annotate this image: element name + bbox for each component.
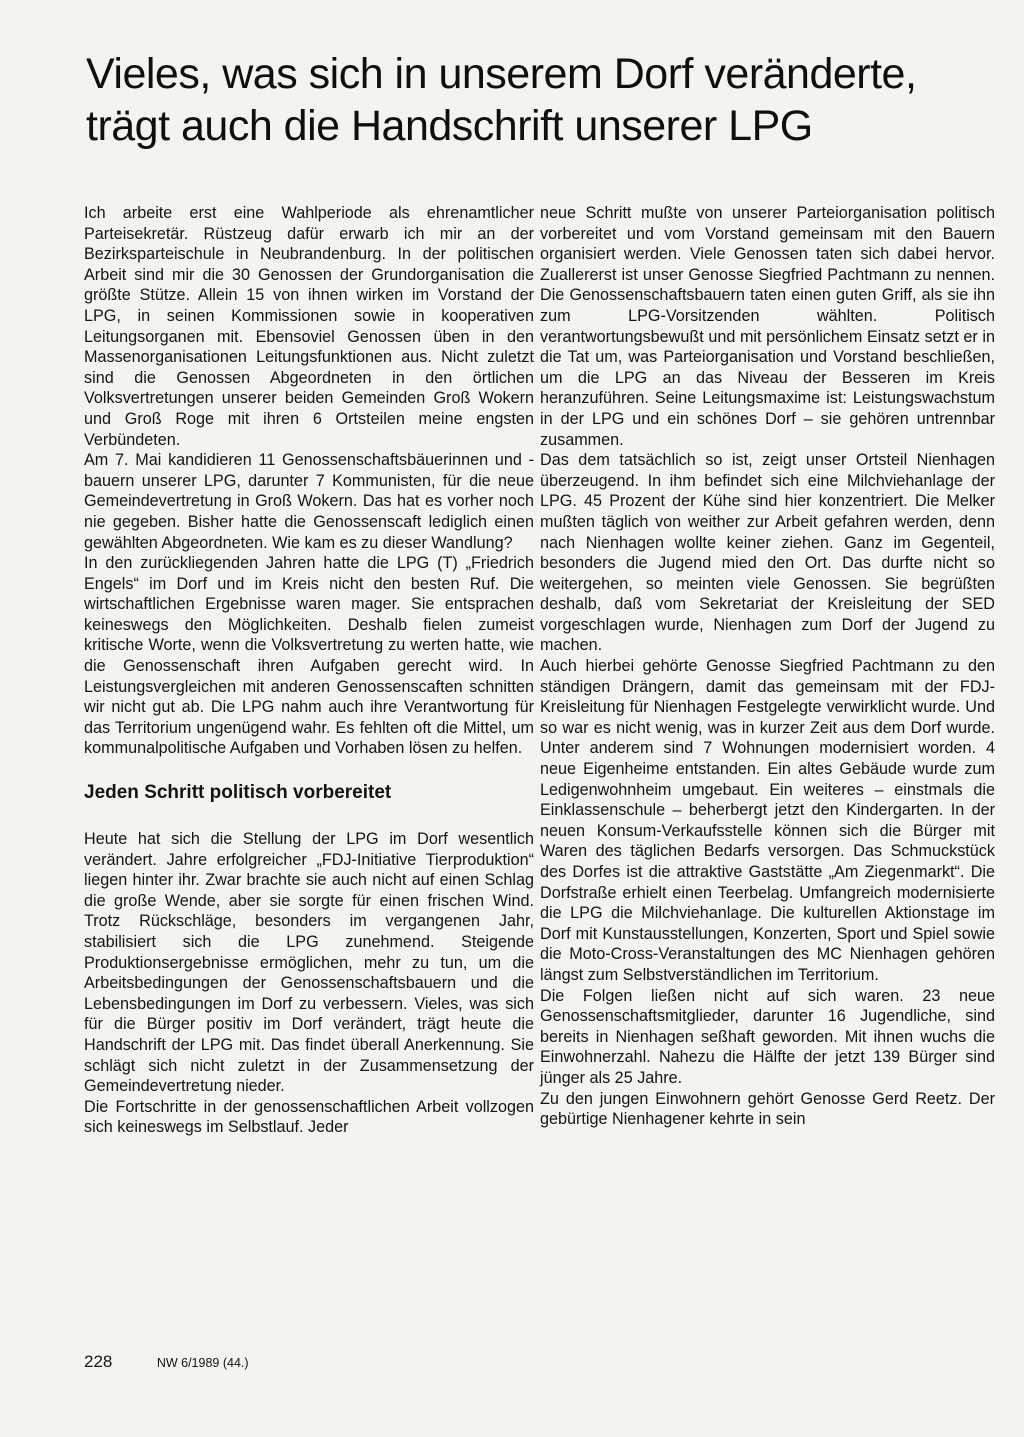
headline-line-1: Vieles, was sich in unserem Dorf veränderte, <box>86 50 917 98</box>
paragraph: Das dem tatsächlich so ist, zeigt unser Ortsteil Nienhagen überzeugend. In ihm befindet sich eine Milchviehanlage der LPG. 45 Prozent der Kühe sind hier konzentriert. Die Melker mußten täglich von weither zur Arbeit gefahren werden, denn nach Nienhagen wollte keiner ziehen. Ganz im Gegenteil, besonders die Jugend mied den Ort. Das durfte nicht so weitergehen, so meinten viele Genossen. Sie begrüßten deshalb, daß vom Sekretariat der Kreisleitung der SED vorgeschlagen wurde, Nienhagen zum Dorf der Jugend zu machen. <box>540 451 995 655</box>
paragraph: neue Schritt mußte von unserer Parteiorganisation politisch vorbereitet und vom Vorstand gemeinsam mit den Bauern organisiert werden. Viele Genossen taten sich dabei hervor. Zuallererst ist unser Genosse Siegfried Pachtmann zu nennen. Die Genossenschaftsbauern taten einen guten Griff, als sie ihn zum LPG-Vorsitzenden wählten. Politisch verantwortungsbewußt und mit persönlichem Einsatz setzt er in die Tat um, was Parteiorganisation und Vorstand beschließen, um die LPG an das Niveau der Besseren im Kreis heranzuführen. Seine Leitungsmaxime ist: Leistungswachstum in der LPG und ein schönes Dorf – sie gehören untrennbar zusammen. <box>540 204 995 449</box>
page-footer <box>84 1352 249 1373</box>
paragraph: Die Fortschritte in der genossenschaftlichen Arbeit vollzogen sich keineswegs im Selbstlauf. Jeder <box>84 1097 534 1137</box>
right-column <box>540 203 995 1130</box>
issue-label: NW 6/1989 (44.) <box>156 1356 249 1370</box>
paragraph: Auch hierbei gehörte Genosse Siegfried Pachtmann zu den ständigen Drängern, damit das gemeinsam mit der FDJ-Kreisleitung für Nienhagen Festgelegte verwirklicht wurde. Und so war es nicht wenig, was in kurzer Zeit aus dem Dorf wurde. Unter anderem sind 7 Wohnungen modernisiert worden. 4 neue Eigenheime entstanden. Ein altes Gebäude wurde zum Ledigenwohnheim umgebaut. Ein weiteres – einstmals die Einklassenschule – beherbergt jetzt den Kindergarten. In der neuen Konsum-Verkaufsstelle können sich die Bürger mit Waren des täglichen Bedarfs versorgen. Das Schmuckstück des Dorfes ist die attraktive Gaststätte „Am Ziegenmarkt“. Die Dorfstraße erhielt einen Teerbelag. Umfangreich modernisierte die LPG die Milchviehanlage. Die kulturellen Aktionstage im Dorf mit Kunstausstellungen, Konzerten, Sport und Spiel sowie die Moto-Cross-Veranstaltungen des MC Nienhagen gehören längst zum Selbstverständlichen im Territorium. <box>540 657 995 984</box>
article-headline <box>86 48 1006 152</box>
left-column <box>84 203 534 1138</box>
headline-line-2: trägt auch die Handschrift unserer LPG <box>86 102 813 150</box>
paragraph: Heute hat sich die Stellung der LPG im Dorf wesentlich verändert. Jahre erfolgreicher „FDJ-Initiative Tierproduktion“ liegen hinter ihr. Zwar brachte sie auch nicht auf einen Schlag die große Wende, aber sie sorgte für einen frischen Wind. Trotz Rückschläge, besonders im vergangenen Jahr, stabilisiert sich die LPG zunehmend. Steigende Produktionsergebnisse ermöglichen, mehr zu tun, um die Arbeitsbedingungen der Genossenschaftsbauern und die Lebensbedingungen im Dorf zu verbessern. Vieles, was sich für die Bürger positiv im Dorf verändert, trägt heute die Handschrift der LPG mit. Das findet überall Anerkennung. Sie schlägt sich nicht zuletzt in der Zusammensetzung der Gemeindevertretung nieder. <box>84 830 534 1096</box>
paragraph: Am 7. Mai kandidieren 11 Genossenschaftsbäuerinnen und -bauern unserer LPG, darunter 7 Kommunisten, für die neue Gemeindevertretung in Groß Wokern. Das hat es vorher noch nie gegeben. Bisher hatte die Genossenscaft lediglich einen gewählten Abgeordneten. Wie kam es zu dieser Wandlung? <box>84 451 534 552</box>
paragraph: Die Folgen ließen nicht auf sich waren. 23 neue Genossenschaftsmitglieder, darunter 16 Jugendliche, sind bereits in Nienhagen seßhaft geworden. Mit ihnen wuchs die Einwohnerzahl. Nahezu die Hälfte der jetzt 139 Bürger sind jünger als 25 Jahre. <box>540 986 995 1087</box>
paragraph: Ich arbeite erst eine Wahlperiode als ehrenamtlicher Parteisekretär. Rüstzeug dafür erwarb ich mir an der Bezirksparteischule in Neubrandenburg. In der politischen Arbeit sind mir die 30 Genossen der Grundorganisation die größte Stütze. Allein 15 von ihnen wirken im Vorstand der LPG, in seinen Kommissionen sowie in kooperativen Leitungsorganen mit. Ebensoviel Genossen üben in den Massenorganisationen Leitungsfunktionen aus. Nicht zuletzt sind die Genossen Abgeordneten in den örtlichen Volksvertretungen unserer beiden Gemeinden Groß Wokern und Groß Roge mit ihren 6 Ortsteilen meine engsten Verbündeten. <box>84 204 534 449</box>
section-subheading: Jeden Schritt politisch vorbereitet <box>84 782 392 804</box>
paragraph: In den zurückliegenden Jahren hatte die LPG (T) „Friedrich Engels“ im Dorf und im Kreis nicht den besten Ruf. Die wirtschaftlichen Ergebnisse waren mager. Sie entsprachen keineswegs den Möglichkeiten. Deshalb fielen zumeist kritische Worte, wenn die Volksvertretung zu werten hatte, wie die Genossenschaft ihren Aufgaben gerecht wird. In Leistungsvergleichen mit anderen Genossenscaften schnitten wir nicht gut ab. Die LPG nahm auch ihre Verantwortung für das Territorium ungenügend wahr. Es fehlten oft die Mittel, um kommunalpolitische Aufgaben und Vorhaben lösen zu helfen. <box>84 554 534 758</box>
page-number: 228 <box>84 1352 113 1371</box>
paragraph: Zu den jungen Einwohnern gehört Genosse Gerd Reetz. Der gebürtige Nienhagener kehrte in sein <box>540 1089 995 1129</box>
